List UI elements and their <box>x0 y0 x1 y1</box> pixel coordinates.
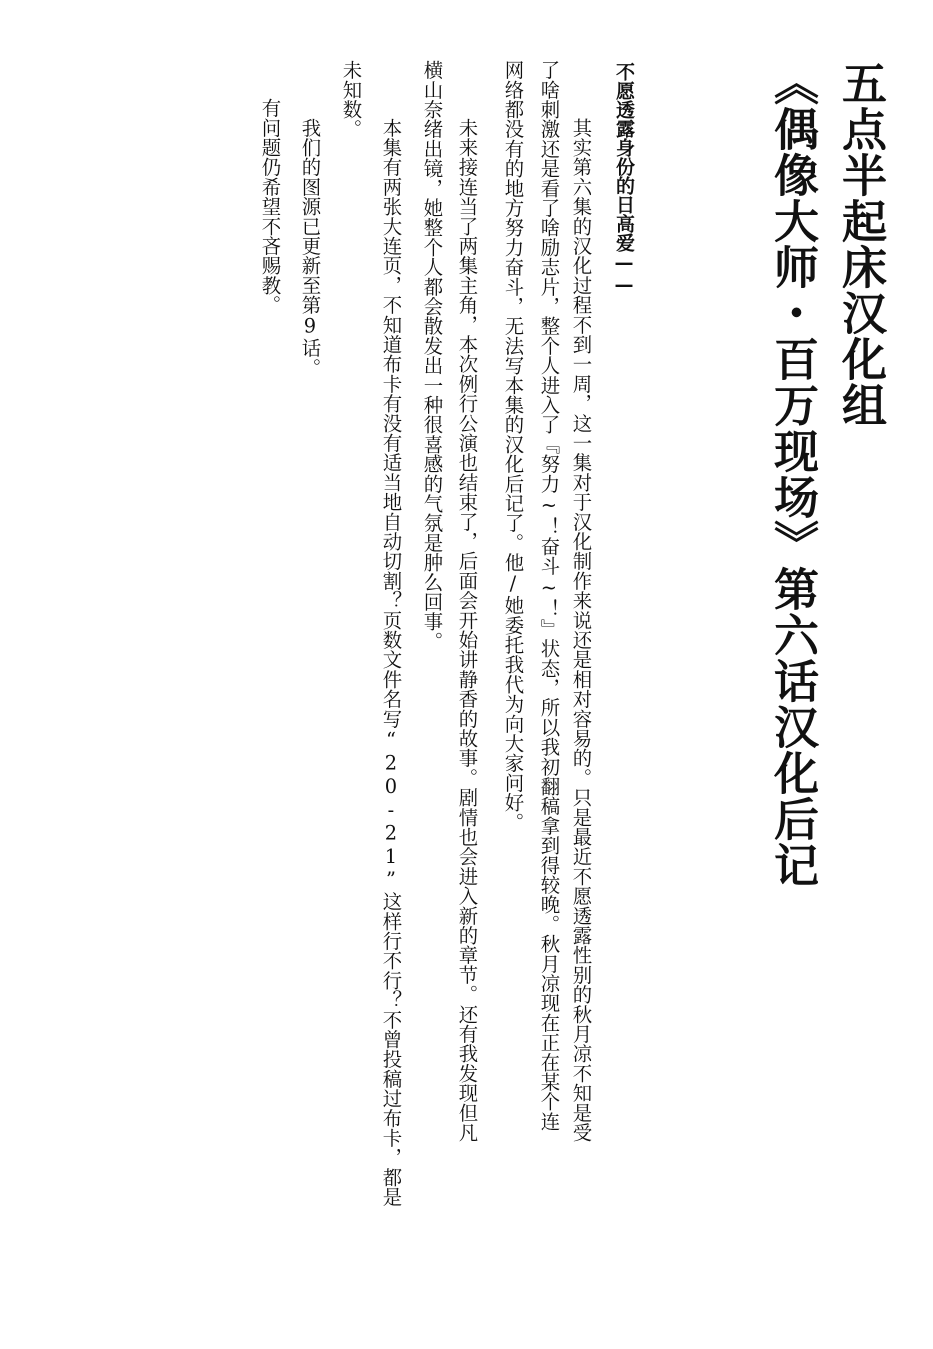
body-column-5: 横山奈绪出镜，她整个人都会散发出一种很喜感的气氛是肿么回事。 <box>420 60 444 651</box>
body-column-4: 未来接连当了两集主角，本次例行公演也结束了，后面会开始讲静香的故事。剧情也会进入新的章节。还有我发现但凡 <box>455 98 479 1143</box>
body-column-8: 我们的图源已更新至第9话。 <box>298 98 322 378</box>
body-column-2: 了啥刺激还是看了啥励志片，整个人进入了『努力~！奋斗~！』状态，所以我初翻稿拿到得较晚。秋月凉现在正在某个连 <box>537 60 561 1131</box>
body-column-7: 未知数。 <box>339 60 363 139</box>
body-column-6: 本集有两张大连页，不知道布卡有没有适当地自动切割？页数文件名写“20-21”这样行不行？不曾投稿过布卡，都是 <box>379 98 403 1207</box>
body-column-9: 有问题仍希望不吝赐教。 <box>258 98 282 315</box>
body-column-1: 其实第六集的汉化过程不到一周，这一集对于汉化制作来说还是相对容易的。只是最近不愿透露性别的秋月凉不知是受 <box>569 98 593 1143</box>
author-line: 不愿透露身份的日高爱—— <box>613 62 635 296</box>
body-column-3: 网络都没有的地方努力奋斗，无法写本集的汉化后记了。他/她委托我代为向大家问好。 <box>501 60 525 832</box>
afterword-title: 《偶像大师・百万现场》第六话汉化后记 <box>766 60 819 888</box>
group-title: 五点半起床汉化组 <box>834 60 887 428</box>
